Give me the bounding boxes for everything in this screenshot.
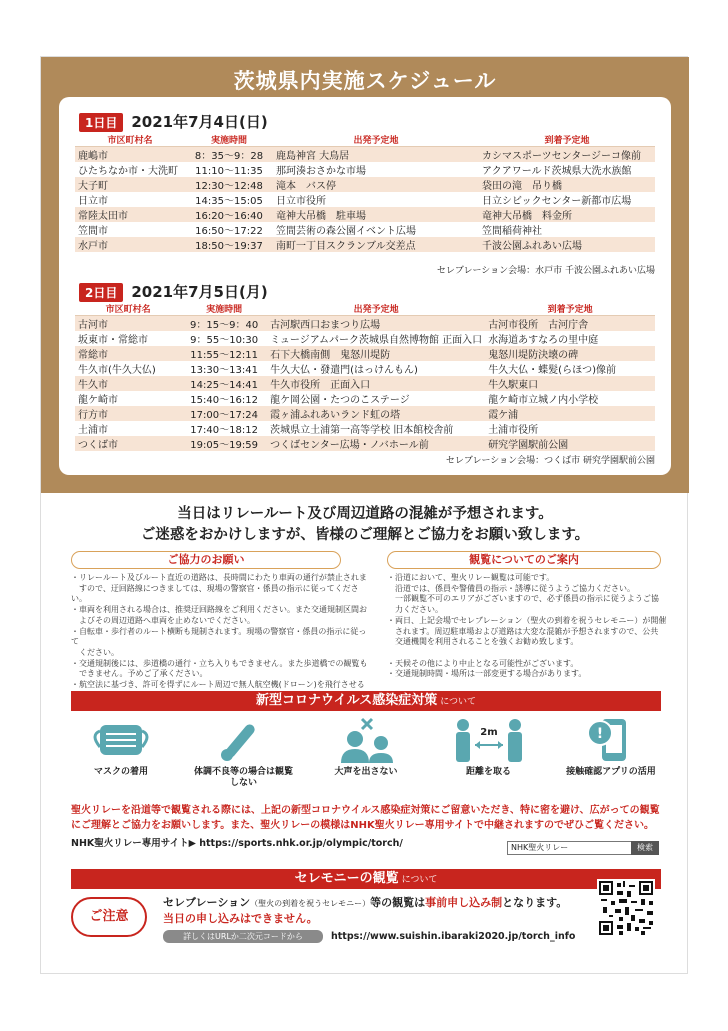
cell-city: 常陸太田市 — [75, 207, 185, 222]
note-line: ください。 — [71, 647, 119, 657]
measure-label: 接触確認アプリの活用 — [566, 767, 656, 777]
table-header-row — [75, 302, 655, 316]
ceremony-band-title: セレモニーの観覧 — [294, 871, 399, 886]
cell-start: 石下大橋南側 鬼怒川堤防 — [267, 346, 485, 361]
covid-measures — [71, 717, 661, 807]
measure-label: 大声を出さない — [334, 767, 398, 777]
cell-start: 日立市役所 — [273, 192, 479, 207]
ceremony-line-1 — [163, 894, 567, 910]
note-line: ・沿道において、聖火リレー観覧は可能です。 — [387, 573, 555, 582]
cell-city: 水戸市 — [75, 237, 185, 252]
page-title: 茨城県内実施スケジュール — [233, 69, 497, 93]
cell-end: 袋田の滝 吊り橋 — [479, 177, 655, 192]
cell-time: 14:35～15:05 — [185, 192, 273, 207]
ceremony-band — [71, 869, 661, 889]
cell-start: 鹿島神宮 大鳥居 — [273, 147, 479, 163]
viewing-notes — [387, 573, 677, 680]
covid-message: 聖火リレーを沿道等で観覧される際には、上記の新型コロナウイルス感染症対策にご留意いただき、特に密を避け、広がっての観覧にご理解とご協力をお願いします。また、聖火リレーの模様はNHK聖火リレー専用サイトで中継されますのでぜひご覧ください。 — [71, 805, 660, 831]
note-line: よびその周辺道路へ車両を止めないでください。 — [71, 615, 255, 625]
cell-end: 水海道あすなろの里中庭 — [485, 331, 655, 346]
day2-schedule-table — [75, 302, 655, 451]
col-header-time: 実施時間 — [181, 302, 267, 316]
cell-start: 牛久市役所 正面入口 — [267, 376, 485, 391]
cell-end: 龍ケ崎市立城ノ内小学校 — [485, 391, 655, 406]
cell-start: 霞ヶ浦ふれあいランド虹の塔 — [267, 406, 485, 421]
cell-start: 那珂湊おさかな市場 — [273, 162, 479, 177]
cell-time: 17:40～18:12 — [181, 421, 267, 436]
note-line: 一部観覧不可のエリアがございますので、必ず係員の指示に従うようご協 — [387, 594, 659, 604]
col-header-time: 実施時間 — [185, 133, 273, 147]
cell-end: 牛久駅東口 — [485, 376, 655, 391]
note-line: ・交通規制後には、歩道橋の通行・立ち入りもできません。また歩道橋での観覧も — [71, 658, 368, 668]
cell-time: 11:55～12:11 — [181, 346, 267, 361]
col-header-city: 市区町村名 — [75, 133, 185, 147]
cell-time: 11:10～11:35 — [185, 162, 273, 177]
no-shouting-icon — [333, 717, 399, 763]
measure-label: 距離を取る — [465, 767, 511, 777]
cell-time: 15:40～16:12 — [181, 391, 267, 406]
table-row — [75, 316, 655, 332]
day2-date: 2021年7月5日(月) — [131, 283, 268, 301]
covid-band-title: 新型コロナウイルス感染症対策 — [255, 693, 438, 708]
cell-time: 13:30～13:41 — [181, 361, 267, 376]
cell-end: アクアワールド茨城県大洗水族館 — [479, 162, 655, 177]
ceremony-text: となります。 — [502, 896, 568, 909]
table-header-row — [75, 133, 655, 147]
day1-date: 2021年7月4日(日) — [131, 113, 268, 131]
cooperation-notes — [71, 573, 371, 701]
table-row — [75, 237, 655, 252]
distance-badge: 2m — [479, 727, 498, 738]
cell-time: 16:20～16:40 — [185, 207, 273, 222]
detail-pill: 詳しくはURLか二次元コードから — [163, 930, 323, 943]
cell-end: 土浦市役所 — [485, 421, 655, 436]
table-row — [75, 391, 655, 406]
note-line: ・交通規制時間・場所は一部変更する場合があります。 — [387, 669, 587, 679]
cell-city: 古河市 — [75, 316, 181, 332]
cell-city: 土浦市 — [75, 421, 181, 436]
cell-end: 研究学園駅前公園 — [485, 436, 655, 451]
notice-line-1: 当日はリレールート及び周辺道路の混雑が予想されます。 — [177, 506, 553, 522]
measure-mask — [71, 717, 171, 807]
note-line: 力ください。 — [387, 605, 443, 615]
table-row — [75, 147, 655, 163]
table-row — [75, 207, 655, 222]
note-line: ・天候その他により中止となる可能性がございます。 — [387, 658, 579, 668]
day1-venue: セレブレーション会場：水戸市 千波公園ふれあい広場 — [436, 266, 655, 276]
col-header-start: 出発予定地 — [273, 133, 479, 147]
cell-end: 鬼怒川堤防決壊の碑 — [485, 346, 655, 361]
cell-start: 龍ケ岡公園・たつのこステージ — [267, 391, 485, 406]
thermometer-icon — [211, 717, 277, 763]
note-line: ・自転車・歩行者のルート横断も規制されます。現場の警察官・係員の指示に従って — [71, 626, 367, 647]
mask-icon — [88, 717, 154, 763]
cell-city: つくば市 — [75, 436, 181, 451]
cell-end: 霞ケ浦 — [485, 406, 655, 421]
table-row — [75, 222, 655, 237]
day2-venue: セレブレーション会場：つくば市 研究学園駅前公園 — [445, 456, 655, 466]
svg-text:!: ! — [596, 726, 604, 742]
cell-city: 常総市 — [75, 346, 181, 361]
cell-city: 牛久市(牛久大仏) — [75, 361, 181, 376]
ceremony-text: セレブレーション — [163, 896, 251, 909]
schedule-section — [41, 57, 689, 493]
table-row — [75, 421, 655, 436]
col-header-start: 出発予定地 — [267, 302, 485, 316]
cell-start: ミュージアムパーク茨城県自然博物館 正面入口 — [267, 331, 485, 346]
ceremony-text: 等の観覧は — [370, 896, 426, 909]
cell-city: 牛久市 — [75, 376, 181, 391]
cell-end: 古河市役所 古河庁舎 — [485, 316, 655, 332]
qr-code-icon[interactable] — [597, 879, 655, 937]
note-line: すので、迂回路線につきましては、現場の警察官・係員の指示に従ってください。 — [71, 583, 359, 604]
col-header-city: 市区町村名 — [75, 302, 181, 316]
day2-badge: 2日目 — [79, 283, 123, 302]
flyer-page — [40, 56, 688, 974]
cell-time: 9：15～9：40 — [181, 316, 267, 332]
search-button[interactable]: 検索 — [631, 841, 659, 855]
table-row — [75, 346, 655, 361]
note-line: ・両日、上記会場でセレブレーション（聖火の到着を祝うセレモニー）が開催 — [387, 615, 667, 625]
table-row — [75, 361, 655, 376]
ceremony-highlight: 事前申し込み制 — [425, 896, 503, 909]
cell-start: 笠間芸術の森公園イベント広場 — [273, 222, 479, 237]
cell-end: 笠間稲荷神社 — [479, 222, 655, 237]
cooperation-heading: ご協力のお願い — [71, 551, 341, 569]
day1-header — [79, 111, 268, 132]
cell-city: 日立市 — [75, 192, 185, 207]
cell-time: 16:50～17:22 — [185, 222, 273, 237]
table-row — [75, 192, 655, 207]
cell-time: 17:00～17:24 — [181, 406, 267, 421]
note-line — [387, 648, 677, 659]
note-line: ・リレールート及びルート直近の道路は、長時間にわたり車両の通行が禁止されま — [71, 573, 367, 582]
measure-label: マスクの着用 — [93, 767, 148, 777]
smartphone-app-icon — [578, 717, 644, 763]
cell-city: 鹿嶋市 — [75, 147, 185, 163]
notice-line-2: ご迷惑をおかけしますが、皆様のご理解とご協力をお願い致します。 — [140, 527, 590, 543]
table-row — [75, 436, 655, 451]
caution-badge: ご注意 — [71, 897, 147, 937]
measure-quiet — [316, 717, 416, 807]
cell-end: カシマスポーツセンタージーコ像前 — [479, 147, 655, 163]
cell-city: 大子町 — [75, 177, 185, 192]
cell-end: 牛久大仏・蝶髪(らほつ)像前 — [485, 361, 655, 376]
cell-start: つくばセンター広場・ノバホール前 — [267, 436, 485, 451]
ceremony-url[interactable]: https://www.suishin.ibaraki2020.jp/torch_info — [331, 931, 576, 942]
covid-band — [71, 691, 661, 711]
cell-end: 日立シビックセンター新都市広場 — [479, 192, 655, 207]
measure-distance — [439, 717, 539, 807]
cell-time: 9：55～10:30 — [181, 331, 267, 346]
col-header-end: 到着予定地 — [485, 302, 655, 316]
cell-start: 南町一丁目スクランブル交差点 — [273, 237, 479, 252]
cell-start: 古河駅西口おまつり広場 — [267, 316, 485, 332]
day1-badge: 1日目 — [79, 113, 123, 132]
ceremony-line-2: 当日の申し込みはできません。 — [163, 912, 318, 925]
table-row — [75, 162, 655, 177]
note-line: されます。周辺駐車場および道路は大変な混雑が予想されますので、公共 — [387, 626, 659, 636]
cell-time: 14:25～14:41 — [181, 376, 267, 391]
cell-time: 19:05～19:59 — [181, 436, 267, 451]
col-header-end: 到着予定地 — [479, 133, 655, 147]
congestion-notice — [41, 504, 689, 546]
cell-time: 8：35～9：28 — [185, 147, 273, 163]
viewing-heading: 観覧についてのご案内 — [387, 551, 661, 569]
cell-start: 牛久大仏・發遣門(はっけんもん) — [267, 361, 485, 376]
cell-city: 笠間市 — [75, 222, 185, 237]
table-row — [75, 376, 655, 391]
cell-start: 竜神大吊橋 駐車場 — [273, 207, 479, 222]
note-line: 交通機関を利用されることを強くお勧め致します。 — [387, 637, 579, 647]
note-line: 沿道では、係員や警備員の指示・誘導に従うようご協力ください。 — [387, 583, 635, 593]
measure-contact-app — [561, 717, 661, 807]
cell-time: 12:30～12:48 — [185, 177, 273, 192]
table-row — [75, 406, 655, 421]
cell-end: 千波公園ふれあい広場 — [479, 237, 655, 252]
cell-start: 滝本 バス停 — [273, 177, 479, 192]
cell-time: 18:50～19:37 — [185, 237, 273, 252]
note-line: ・航空法に基づき、許可を得ずにルート周辺で無人航空機(ドローン)を飛行させる — [71, 680, 365, 690]
distance-icon — [451, 717, 527, 763]
table-row — [75, 177, 655, 192]
cell-end: 竜神大吊橋 料金所 — [479, 207, 655, 222]
cell-city: 龍ケ崎市 — [75, 391, 181, 406]
day1-schedule-table — [75, 133, 655, 252]
measure-label: 体調不良等の場合は観覧しない — [193, 767, 293, 788]
cell-start: 茨城県立土浦第一高等学校 旧本館校舎前 — [267, 421, 485, 436]
note-line: できません。予めご了承ください。 — [71, 669, 208, 679]
cell-city: ひたちなか市・大洗町 — [75, 162, 185, 177]
cell-city: 坂東市・常総市 — [75, 331, 181, 346]
nhk-search-box[interactable] — [507, 841, 659, 855]
ceremony-band-suffix: について — [401, 875, 438, 885]
covid-band-suffix: について — [440, 697, 477, 707]
schedule-card — [59, 97, 671, 475]
table-row — [75, 331, 655, 346]
day2-header — [79, 281, 268, 302]
note-line: ・車両を利用される場合は、推奨迂回路線をご利用ください。また交通規制区間お — [71, 605, 367, 615]
nhk-label: NHK聖火リレー専用サイト▶ — [71, 838, 196, 849]
measure-temperature — [194, 717, 294, 807]
nhk-url[interactable]: https://sports.nhk.or.jp/olympic/torch/ — [199, 838, 403, 849]
ceremony-note: （聖火の到着を祝うセレモニー） — [250, 899, 371, 908]
search-text: NHK聖火リレー — [511, 843, 569, 852]
cell-city: 行方市 — [75, 406, 181, 421]
